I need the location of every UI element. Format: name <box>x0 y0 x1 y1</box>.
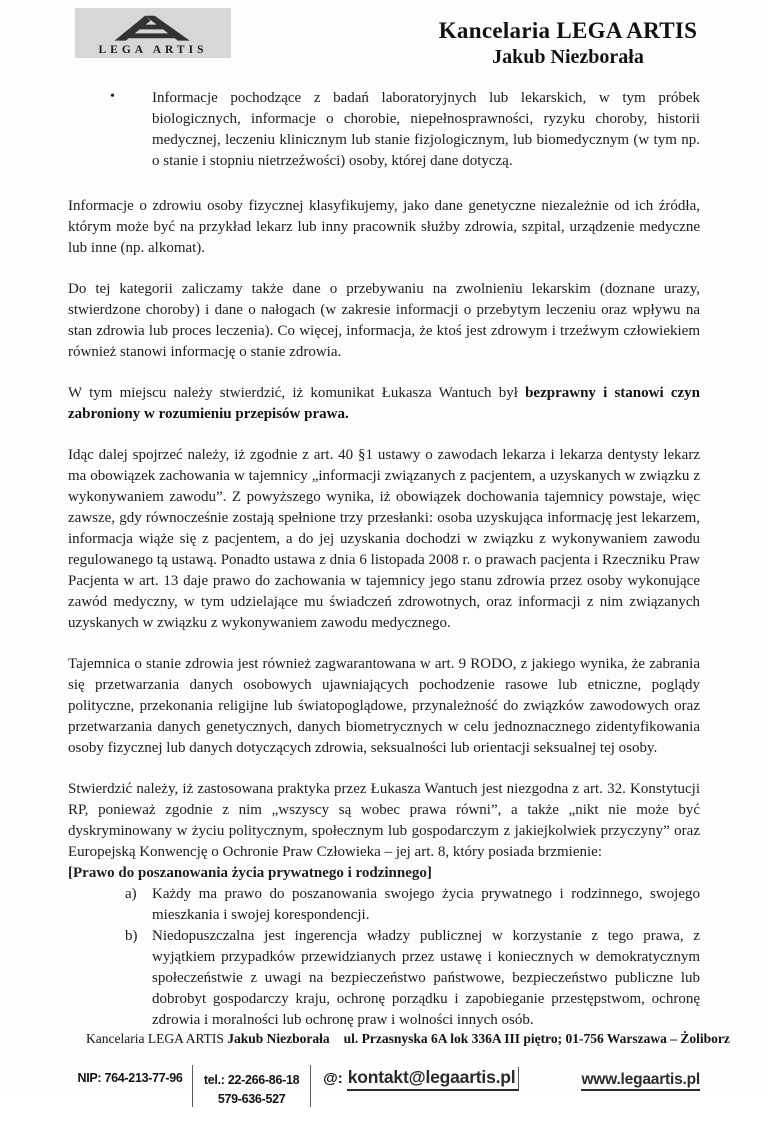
letterhead <box>68 8 700 80</box>
footer-nip: NIP: 764-213-77-96 <box>77 1071 183 1085</box>
footer-website: www.legaartis.pl <box>581 1071 700 1091</box>
paragraph-category-sick-leave: Do tej kategorii zaliczamy także dane o przebywaniu na zwolnieniu lekarskim (doznane urazy, stwierdzone choroby) i dane o nałogach (w zakresie informacji o przebytym leczeniu oraz wpływu na stan zdrowia lub proces leczenia). Co więcej, informacja, że ktoś jest zdrowym i trzeźwym człowiekiem również stanowi informację o stanie zdrowia. <box>68 281 700 360</box>
list-marker-a: a) <box>125 886 137 902</box>
footer-email: kontakt@legaartis.pl <box>347 1067 520 1091</box>
logo-text: LEGA ARTIS <box>98 44 208 56</box>
list-marker-b: b) <box>125 928 138 944</box>
paragraph-unlawful-statement <box>68 383 700 425</box>
paragraph-rodo-art9: Tajemnica o stanie zdrowia jest również zagwarantowana w art. 9 RODO, z jakiego wynika, że zabrania się przetwarzania danych osobowych ujawniających pochodzenie rasowe lub etniczne, poglądy polityczne, przekonania religijne lub światopoglądowe, przynależność do związków zawodowych oraz przetwarzania danych genetycznych, danych biometrycznych w celu jednoznacznego zidentyfikowania osoby fizycznej lub danych dotyczących zdrowia, seksualności lub orientacji seksualnej tej osoby. <box>68 656 700 756</box>
statement-normal-text: W tym miejscu należy stwierdzić, iż komunikat Łukasza Wantuch był <box>68 385 526 401</box>
header-title-block <box>378 18 758 69</box>
list-item-a <box>68 884 700 926</box>
footer-email-cell <box>311 1065 519 1091</box>
header-company-name: Kancelaria LEGA ARTIS <box>438 18 698 43</box>
convention-article-list <box>68 884 700 1031</box>
footer-website-cell <box>581 1065 700 1089</box>
header-person-name: Jakub Niezborała <box>492 46 644 68</box>
heading-right-to-privacy: [Prawo do poszanowania życia prywatnego i rodzinnego] <box>68 865 432 881</box>
footer-firm-name <box>68 1031 330 1047</box>
footer-address: ul. Przasnyska 6A lok 336A III piętro; 01-756 Warszawa – Żoliborz <box>343 1031 730 1046</box>
paragraph-health-classification: Informacje o zdrowiu osoby fizycznej klasyfikujemy, jako dane genetyczne niezależnie od ich źródła, którym może być na przykład lekarz lub inny pracownik służby zdrowia, szpital, urządzenie medyczne lub inne (np. alkomat). <box>68 198 700 256</box>
logo-triangle-icon <box>99 11 207 43</box>
footer-phone-line2: 579-636-527 <box>217 1092 286 1106</box>
footer-phone <box>193 1065 310 1109</box>
bullet-icon: • <box>110 89 115 104</box>
email-at-icon: @: <box>323 1070 343 1087</box>
footer-row-firm <box>68 1031 730 1051</box>
paragraph-medical-secrecy: Idąc dalej spojrzeć należy, iż zgodnie z art. 40 §1 ustawy o zawodach lekarza i lekarza dentysty lekarz ma obowiązek zachowania w tajemnicy „informacji związanych z pacjentem, a uzyskanych w związku z wykonywaniem zawodu”. Z powyższego wynika, iż obowiązek dochowania tajemnicy powstaje, więc zawsze, gdy równocześnie zostają spełnione trzy przesłanki: osoba uzyskująca informację jest lekarzem, informacja wiąże się z pacjentem, a do jej uzyskania dochodzi w związku z wykonywaniem zawodu regulowanego tą ustawą. Ponadto ustawa z dnia 6 listopada 2008 r. o prawach pacjenta i Rzeczniku Praw Pacjenta w art. 13 daje prawo do zachowania w tajemnicy jego stanu zdrowia przez osoby wykonujące zawód medyczny, w tym udzielające mu świadczeń zdrowotnych, oraz informacji z nim związanych uzyskanych w związku z wykonywaniem zawodu medycznego. <box>68 447 700 631</box>
statement-bold-text: bezprawny i stanowi czyn zabroniony w rozumieniu przepisów prawa. <box>68 385 700 422</box>
bullet-item-text: Informacje pochodzące z badań laboratoryjnych lub lekarskich, w tym próbek biologicznych, informacje o chorobie, niepełnosprawności, ryzyku choroby, historii medycznej, leczeniu klinicznym lub stanie fizjologicznym, lub biomedycznym (w tym np. o stanie i stopniu nietrzeźwości) osoby, której dane dotyczą. <box>152 90 700 169</box>
letter-body <box>68 88 700 1031</box>
footer-firm-prefix: Kancelaria LEGA ARTIS <box>86 1031 228 1046</box>
paragraph-constitution: Stwierdzić należy, iż zastosowana praktyka przez Łukasza Wantuch jest niezgodna z art. 32. Konstytucji RP, ponieważ zgodnie z nim „wszyscy są wobec prawa równi”, a także „nikt nie może być dyskryminowany w życiu politycznym, społecznym lub gospodarczym z jakiejkolwiek przyczyny” oraz Europejską Konwencję o Ochronie Praw Człowieka – jej art. 8, który posiada brzmienie: <box>68 781 700 860</box>
list-text-b: Niedopuszczalna jest ingerencja władzy publicznej w korzystanie z tego prawa, z wyjątkiem przypadków przewidzianych przez ustawę i koniecznych w demokratycznym społeczeństwie z uwagi na bezpieczeństwo państwowe, bezpieczeństwo publiczne lub dobrobyt gospodarczy kraju, ochronę porządku i zapobieganie przestępstwom, ochronę zdrowia i moralności lub ochronę praw i wolności innych osób. <box>152 928 700 1028</box>
footer-row-contacts <box>68 1065 700 1109</box>
list-item-b <box>68 926 700 1031</box>
footer-phone-line1: tel.: 22-266-86-18 <box>203 1073 300 1087</box>
letter-footer <box>68 1031 730 1135</box>
bullet-item <box>68 88 700 172</box>
footer-firm-person: Jakub Niezborała <box>227 1031 330 1046</box>
company-logo <box>75 8 231 58</box>
list-text-a: Każdy ma prawo do poszanowania swojego życia prywatnego i rodzinnego, swojego mieszkania i swojej korespondencji. <box>152 886 700 923</box>
